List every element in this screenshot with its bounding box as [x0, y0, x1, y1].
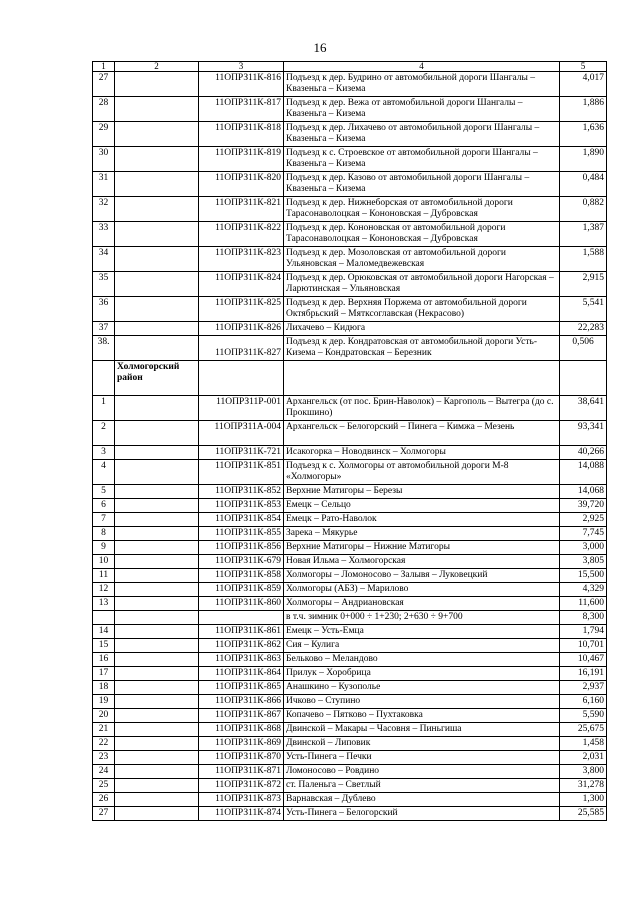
road-code-cell: 11ОПРЗ11К-854: [199, 513, 284, 527]
road-code-cell: 11ОПРЗ11К-872: [199, 779, 284, 793]
table-row: [93, 421, 607, 446]
column-header: 2: [115, 62, 199, 72]
road-code-cell: 11ОПРЗ11К-817: [199, 97, 284, 122]
road-length-cell: 16,191: [560, 667, 607, 681]
table-row: [93, 569, 607, 583]
road-length-cell: 93,341: [560, 421, 607, 446]
empty-cell: [93, 361, 115, 396]
road-code-cell: 11ОПРЗ11К-866: [199, 695, 284, 709]
road-length-cell: 4,017: [560, 72, 607, 97]
row-number-cell: 27: [93, 72, 115, 97]
empty-cell: [115, 541, 199, 555]
road-code-cell: 11ОПРЗ11К-824: [199, 272, 284, 297]
road-length-cell: 10,701: [560, 639, 607, 653]
road-length-cell: 22,283: [560, 322, 607, 336]
road-length-cell: 1,458: [560, 737, 607, 751]
table-row: [93, 460, 607, 485]
row-number-cell: 8: [93, 527, 115, 541]
table-row: [93, 322, 607, 336]
road-length-cell: 8,300: [560, 611, 607, 625]
road-code-cell: 11ОПРЗ11К-853: [199, 499, 284, 513]
table-row: [93, 807, 607, 821]
row-number-cell: 4: [93, 460, 115, 485]
row-number-cell: 13: [93, 597, 115, 611]
row-number-cell: 17: [93, 667, 115, 681]
road-length-cell: 3,805: [560, 555, 607, 569]
road-length-cell: 25,675: [560, 723, 607, 737]
road-name-cell: Холмогоры – Андриановская: [284, 597, 560, 611]
road-length-cell: 2,031: [560, 751, 607, 765]
empty-cell: [115, 446, 199, 460]
empty-cell: [115, 513, 199, 527]
road-code-cell: 11ОПРЗ11К-819: [199, 147, 284, 172]
road-code-cell: 11ОПРЗ11К-869: [199, 737, 284, 751]
table-row: [93, 527, 607, 541]
road-length-cell: 3,000: [560, 541, 607, 555]
row-number-cell: 31: [93, 172, 115, 197]
empty-cell: [115, 597, 199, 611]
road-name-cell: Подъезд к дер. Орюковская от автомобильной дороги Нагорская – Ларютинская – Ульяновская: [284, 272, 560, 297]
empty-cell: [115, 499, 199, 513]
road-code-cell: 11ОПРЗ11К-825: [199, 297, 284, 322]
road-name-cell: Варнавская – Дублево: [284, 793, 560, 807]
empty-cell: [115, 667, 199, 681]
table-row: [93, 611, 607, 625]
table-row: [93, 793, 607, 807]
road-registry-table: [92, 61, 607, 821]
row-number-cell: 35: [93, 272, 115, 297]
road-name-cell: Верхние Матигоры – Нижние Матигоры: [284, 541, 560, 555]
table-row: [93, 297, 607, 322]
empty-cell: [115, 97, 199, 122]
road-length-cell: 25,585: [560, 807, 607, 821]
empty-cell: [115, 247, 199, 272]
road-code-cell: 11ОПРЗ11Р-001: [199, 396, 284, 421]
road-code-cell: 11ОПРЗ11К-867: [199, 709, 284, 723]
table-row: [93, 122, 607, 147]
district-header-row: [93, 361, 607, 396]
empty-cell: [115, 396, 199, 421]
empty-cell: [115, 122, 199, 147]
empty-cell: [115, 625, 199, 639]
empty-cell: [115, 639, 199, 653]
table-row: [93, 272, 607, 297]
empty-cell: [115, 779, 199, 793]
table-row: [93, 667, 607, 681]
empty-cell: [284, 361, 560, 396]
column-header: 5: [560, 62, 607, 72]
empty-cell: [115, 297, 199, 322]
road-name-cell: ст. Паленьга – Светлый: [284, 779, 560, 793]
road-code-cell: [199, 611, 284, 625]
road-code-cell: 11ОПРЗ11К-859: [199, 583, 284, 597]
column-header-row: [93, 62, 607, 72]
table-row: [93, 583, 607, 597]
row-number-cell: 18: [93, 681, 115, 695]
row-number-cell: 22: [93, 737, 115, 751]
road-length-cell: 2,925: [560, 513, 607, 527]
column-header: 1: [93, 62, 115, 72]
road-name-cell: Емецк – Усть-Емца: [284, 625, 560, 639]
row-number-cell: 23: [93, 751, 115, 765]
road-name-cell: Сия – Кулига: [284, 639, 560, 653]
empty-cell: [115, 460, 199, 485]
road-length-cell: 5,590: [560, 709, 607, 723]
table-row: [93, 336, 607, 361]
row-number-cell: 16: [93, 653, 115, 667]
table-row: [93, 147, 607, 172]
road-length-cell: 39,720: [560, 499, 607, 513]
empty-cell: [115, 583, 199, 597]
table-row: [93, 485, 607, 499]
empty-cell: [115, 569, 199, 583]
table-row: [93, 737, 607, 751]
road-code-cell: 11ОПРЗ11К-826: [199, 322, 284, 336]
empty-cell: [115, 147, 199, 172]
empty-cell: [115, 653, 199, 667]
row-number-cell: 5: [93, 485, 115, 499]
road-code-cell: 11ОПРЗ11К-860: [199, 597, 284, 611]
road-code-cell: 11ОПРЗ11К-851: [199, 460, 284, 485]
road-name-cell: Подъезд к с. Холмогоры от автомобильной дороги М-8 «Холмогоры»: [284, 460, 560, 485]
empty-cell: [115, 555, 199, 569]
road-name-cell: Подъезд к дер. Кондратовская от автомобильной дороги Усть-Кизема – Кондратовская – Березник: [284, 336, 560, 361]
table-row: [93, 653, 607, 667]
road-name-cell: Исакогорка – Новодвинск – Холмогоры: [284, 446, 560, 460]
empty-cell: [115, 737, 199, 751]
road-name-cell: Архангельск (от пос. Брин-Наволок) – Каргополь – Вытегра (до с. Прокшино): [284, 396, 560, 421]
road-code-cell: 11ОПРЗ11К-874: [199, 807, 284, 821]
road-name-cell: Двинской – Липовик: [284, 737, 560, 751]
road-code-cell: 11ОПРЗ11К-858: [199, 569, 284, 583]
road-length-cell: 1,886: [560, 97, 607, 122]
empty-cell: [115, 681, 199, 695]
row-number-cell: 26: [93, 793, 115, 807]
empty-cell: [115, 723, 199, 737]
empty-cell: [199, 361, 284, 396]
table-row: [93, 639, 607, 653]
road-code-cell: 11ОПРЗ11К-863: [199, 653, 284, 667]
road-length-cell: 5,541: [560, 297, 607, 322]
road-code-cell: 11ОПРЗ11К-856: [199, 541, 284, 555]
row-number-cell: 7: [93, 513, 115, 527]
row-number-cell: 36: [93, 297, 115, 322]
road-name-cell: Анашкино – Кузополье: [284, 681, 560, 695]
road-code-cell: 11ОПРЗ11К-855: [199, 527, 284, 541]
table-row: [93, 396, 607, 421]
road-name-cell: Подъезд к дер. Будрино от автомобильной дороги Шангалы – Квазеньга – Кизема: [284, 72, 560, 97]
table-row: [93, 172, 607, 197]
empty-cell: [115, 751, 199, 765]
column-header: 3: [199, 62, 284, 72]
table-row: [93, 765, 607, 779]
road-length-cell: 38,641: [560, 396, 607, 421]
row-number-cell: 1: [93, 396, 115, 421]
road-length-cell: 2,915: [560, 272, 607, 297]
road-code-cell: 11ОПРЗ11К-821: [199, 197, 284, 222]
road-length-cell: 1,890: [560, 147, 607, 172]
road-length-cell: 2,937: [560, 681, 607, 695]
row-number-cell: 32: [93, 197, 115, 222]
table-row: [93, 97, 607, 122]
road-name-cell: Новая Ильма – Холмогорская: [284, 555, 560, 569]
road-code-cell: 11ОПРЗ11К-868: [199, 723, 284, 737]
row-number-cell: 14: [93, 625, 115, 639]
road-name-cell: Усть-Пинега – Печки: [284, 751, 560, 765]
empty-cell: [115, 611, 199, 625]
row-number-cell: 15: [93, 639, 115, 653]
road-name-cell: Прилук – Хоробрица: [284, 667, 560, 681]
table-row: [93, 197, 607, 222]
row-number-cell: 21: [93, 723, 115, 737]
road-code-cell: 11ОПРЗ11К-679: [199, 555, 284, 569]
empty-cell: [115, 222, 199, 247]
road-code-cell: 11ОПРЗ11К-820: [199, 172, 284, 197]
road-length-cell: 6,160: [560, 695, 607, 709]
table-row: [93, 681, 607, 695]
row-number-cell: 11: [93, 569, 115, 583]
empty-cell: [115, 765, 199, 779]
empty-cell: [115, 695, 199, 709]
empty-cell: [115, 72, 199, 97]
road-length-cell: 10,467: [560, 653, 607, 667]
empty-cell: [115, 197, 199, 222]
road-code-cell: 11ОПРЗ11К-823: [199, 247, 284, 272]
empty-cell: [115, 421, 199, 446]
row-number-cell: 33: [93, 222, 115, 247]
empty-cell: [115, 272, 199, 297]
table-row: [93, 72, 607, 97]
row-number-cell: 3: [93, 446, 115, 460]
road-length-cell: 1,794: [560, 625, 607, 639]
row-number-cell: 10: [93, 555, 115, 569]
road-length-cell: 1,387: [560, 222, 607, 247]
road-name-cell: Архангельск – Белогорский – Пинега – Кимжа – Мезень: [284, 421, 560, 446]
road-code-cell: 11ОПРЗ11К-721: [199, 446, 284, 460]
road-code-cell: 11ОПРЗ11К-822: [199, 222, 284, 247]
road-name-cell: Холмогоры – Ломоносово – Залывя – Луковецкий: [284, 569, 560, 583]
road-length-cell: 4,329: [560, 583, 607, 597]
table-row: [93, 446, 607, 460]
road-name-cell: Подъезд к дер. Мозоловская от автомобильной дороги Ульяновская – Маломедвежевская: [284, 247, 560, 272]
table-row: [93, 513, 607, 527]
row-number-cell: 25: [93, 779, 115, 793]
table-body: [93, 62, 607, 821]
table-row: [93, 555, 607, 569]
table-row: [93, 695, 607, 709]
row-number-cell: 2: [93, 421, 115, 446]
page-number: 16: [313, 40, 327, 55]
row-number-cell: 34: [93, 247, 115, 272]
row-number-cell: 20: [93, 709, 115, 723]
road-name-cell: Зарека – Мякурье: [284, 527, 560, 541]
empty-cell: [115, 336, 199, 361]
road-code-cell: 11ОПРЗ11К-827: [199, 336, 284, 361]
table-row: [93, 597, 607, 611]
road-code-cell: 11ОПРЗ11К-816: [199, 72, 284, 97]
empty-cell: [115, 485, 199, 499]
road-length-cell: 0,506: [560, 336, 607, 361]
road-name-cell: Ичково – Ступино: [284, 695, 560, 709]
table-row: [93, 499, 607, 513]
empty-cell: [115, 527, 199, 541]
road-name-cell: Ломоносово – Ровдино: [284, 765, 560, 779]
road-code-cell: 11ОПРЗ11К-870: [199, 751, 284, 765]
road-code-cell: 11ОПРЗ11К-865: [199, 681, 284, 695]
row-number-cell: 12: [93, 583, 115, 597]
row-number-cell: 6: [93, 499, 115, 513]
road-code-cell: 11ОПРЗ11К-852: [199, 485, 284, 499]
road-length-cell: 1,588: [560, 247, 607, 272]
road-code-cell: 11ОПРЗ11К-861: [199, 625, 284, 639]
road-code-cell: 11ОПРЗ11К-818: [199, 122, 284, 147]
road-name-cell: Подъезд к дер. Кононовская от автомобильной дороги Тарасонаволоцкая – Кононовская – Дубровская: [284, 222, 560, 247]
road-length-cell: 1,300: [560, 793, 607, 807]
road-name-cell: Усть-Пинега – Белогорский: [284, 807, 560, 821]
road-name-cell: Холмогоры (АБЗ) – Марилово: [284, 583, 560, 597]
road-code-cell: 11ОПРЗ11К-864: [199, 667, 284, 681]
table-row: [93, 709, 607, 723]
road-code-cell: 11ОПРЗ11А-004: [199, 421, 284, 446]
road-length-cell: 1,636: [560, 122, 607, 147]
road-name-cell: в т.ч. зимник 0+000 ÷ 1+230; 2+630 ÷ 9+700: [284, 611, 560, 625]
road-length-cell: 3,800: [560, 765, 607, 779]
road-length-cell: 11,600: [560, 597, 607, 611]
road-name-cell: Емецк – Сельцо: [284, 499, 560, 513]
road-name-cell: Подъезд к дер. Вежа от автомобильной дороги Шангалы – Квазеньга – Кизема: [284, 97, 560, 122]
road-name-cell: Подъезд к дер. Нижнеборская от автомобильной дороги Тарасонаволоцкая – Кононовская – Дубровская: [284, 197, 560, 222]
road-name-cell: Емецк – Рато-Наволок: [284, 513, 560, 527]
road-length-cell: 40,266: [560, 446, 607, 460]
road-name-cell: Подъезд к дер. Верхняя Поржема от автомобильной дороги Октябрьский – Мятксоглавская (Некрасово): [284, 297, 560, 322]
district-name: Холмогорский район: [115, 361, 199, 396]
table-row: [93, 751, 607, 765]
row-number-cell: 19: [93, 695, 115, 709]
column-header: 4: [284, 62, 560, 72]
road-length-cell: 0,882: [560, 197, 607, 222]
row-number-cell: 37: [93, 322, 115, 336]
empty-cell: [560, 361, 607, 396]
empty-cell: [115, 172, 199, 197]
road-length-cell: 31,278: [560, 779, 607, 793]
road-length-cell: 14,088: [560, 460, 607, 485]
road-name-cell: Копачево – Пятково – Пухтаковка: [284, 709, 560, 723]
road-code-cell: 11ОПРЗ11К-862: [199, 639, 284, 653]
road-name-cell: Подъезд к дер. Казово от автомобильной дороги Шангалы – Квазеньга – Кизема: [284, 172, 560, 197]
road-name-cell: Лихачево – Кидюга: [284, 322, 560, 336]
road-length-cell: 0,484: [560, 172, 607, 197]
row-number-cell: 29: [93, 122, 115, 147]
row-number-cell: 38.: [93, 336, 115, 361]
row-number-cell: 28: [93, 97, 115, 122]
table-row: [93, 723, 607, 737]
row-number-cell: 27: [93, 807, 115, 821]
road-length-cell: 7,745: [560, 527, 607, 541]
road-name-cell: Подъезд к с. Строевское от автомобильной дороги Шангалы – Квазеньга – Кизема: [284, 147, 560, 172]
road-code-cell: 11ОПРЗ11К-873: [199, 793, 284, 807]
road-name-cell: Двинской – Макары – Часовня – Пиньгиша: [284, 723, 560, 737]
empty-cell: [115, 807, 199, 821]
table-row: [93, 247, 607, 272]
road-code-cell: 11ОПРЗ11К-871: [199, 765, 284, 779]
table-row: [93, 625, 607, 639]
empty-cell: [115, 322, 199, 336]
road-name-cell: Верхние Матигоры – Березы: [284, 485, 560, 499]
row-number-cell: 30: [93, 147, 115, 172]
road-name-cell: Бельково – Меландово: [284, 653, 560, 667]
empty-cell: [115, 793, 199, 807]
table-row: [93, 222, 607, 247]
row-number-cell: 9: [93, 541, 115, 555]
table-row: [93, 541, 607, 555]
road-name-cell: Подъезд к дер. Лихачево от автомобильной дороги Шангалы – Квазеньга – Кизема: [284, 122, 560, 147]
road-length-cell: 15,500: [560, 569, 607, 583]
row-number-cell: [93, 611, 115, 625]
table-row: [93, 779, 607, 793]
road-length-cell: 14,068: [560, 485, 607, 499]
empty-cell: [115, 709, 199, 723]
row-number-cell: 24: [93, 765, 115, 779]
